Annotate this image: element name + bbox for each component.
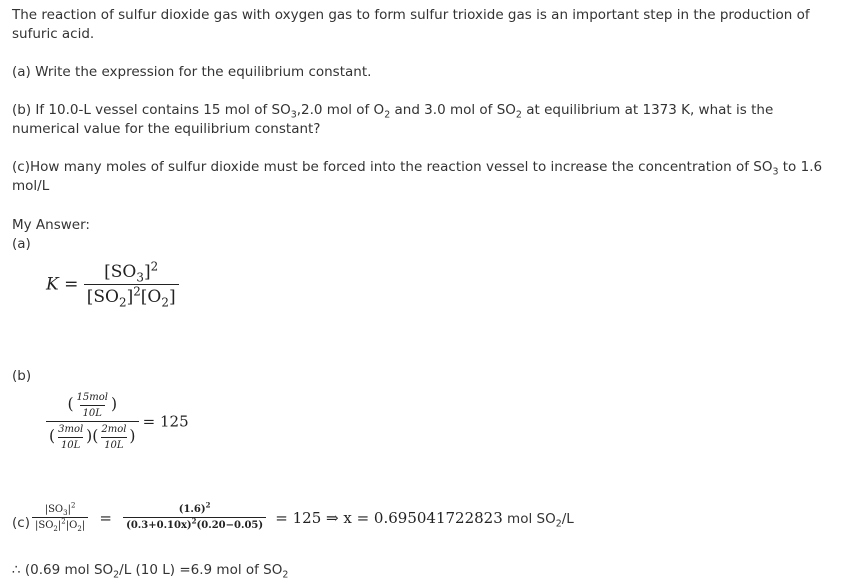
ratio-denominator	[32, 517, 88, 531]
text: |	[67, 504, 71, 515]
text: [SO	[86, 287, 119, 307]
text: |SO	[35, 520, 54, 531]
question-intro-line1: The reaction of sulfur dioxide gas with oxygen gas to form sulfur trioxide gas is an important step in the production of	[12, 7, 810, 23]
text: (0.3+0.10x)	[126, 520, 192, 531]
subscript: 2	[282, 569, 289, 581]
answer-label-c: (c)	[12, 515, 30, 531]
question-part-b	[12, 101, 842, 139]
text: ]	[168, 287, 176, 307]
subscript: 2	[161, 295, 169, 310]
text: 10L	[101, 437, 126, 451]
text: = 125 ⇒ x = 0.695041722823	[275, 508, 503, 527]
question-part-b-line2: numerical value for the equilibrium constant?	[12, 121, 321, 137]
numeric-numerator	[176, 500, 214, 517]
numeric-fraction	[123, 500, 266, 531]
text: |	[81, 520, 86, 531]
text: ∴ (0.69 mol SO	[12, 562, 114, 578]
subscript: 2	[555, 518, 562, 530]
superscript: 2	[61, 517, 66, 526]
text: [SO	[104, 262, 137, 282]
subscript: 2	[384, 109, 391, 121]
paren: (	[67, 395, 74, 413]
question-intro-line2: sufuric acid.	[12, 26, 95, 42]
text: mol SO	[502, 510, 556, 527]
conc-so2	[55, 424, 86, 451]
text: at equilibrium at 1373 K, what is the	[521, 102, 774, 118]
text: (c)How many moles of sulfur dioxide must be forced into the reaction vessel to increase the concentration of SO	[12, 159, 773, 175]
ratio-fraction	[32, 501, 88, 533]
question-part-a: (a) Write the expression for the equilibrium constant.	[12, 64, 372, 80]
k-lhs: K =	[46, 274, 79, 295]
text: (0.20−0.05)	[196, 520, 264, 531]
text: 2mol	[101, 424, 127, 435]
subscript: 3	[772, 166, 779, 178]
paren: )	[110, 395, 118, 413]
subscript: 2	[118, 295, 127, 310]
text: |SO	[44, 504, 64, 515]
text: to 1.6	[778, 159, 823, 175]
question-part-c-line2: mol/L	[12, 178, 50, 194]
text: 15mol	[76, 392, 108, 403]
answer-heading: My Answer:	[12, 217, 90, 233]
text: ]	[126, 287, 134, 307]
question-part-c	[12, 158, 842, 196]
equilibrium-expression	[46, 259, 179, 310]
text: [O	[140, 287, 162, 307]
text: and 3.0 mol of SO	[390, 102, 516, 118]
superscript: 2	[70, 501, 76, 510]
k-calculation	[46, 392, 189, 451]
text: (1.6)	[178, 504, 206, 515]
unit	[502, 510, 574, 530]
k-calc-fraction	[46, 392, 139, 451]
moles-calculation	[32, 500, 574, 533]
ratio-numerator	[42, 501, 79, 517]
subscript: 3	[63, 509, 68, 517]
subscript: 3	[290, 109, 297, 121]
equals-sign: =	[99, 508, 112, 527]
text: /L (10 L) =6.9 mol of SO	[119, 562, 283, 578]
text: ,2.0 mol of O	[296, 102, 385, 118]
k-numerator	[101, 259, 161, 285]
subscript: 2	[113, 569, 120, 581]
paren: )	[129, 427, 136, 445]
text: 10L	[58, 437, 83, 451]
text: /L	[561, 510, 574, 527]
k-calc-denominator	[46, 421, 139, 451]
k-fraction	[84, 259, 179, 310]
text: |O	[65, 520, 78, 531]
conc-so3	[74, 392, 111, 419]
text: 10L	[80, 405, 105, 419]
subscript: 2	[53, 525, 58, 533]
question-intro	[12, 6, 842, 44]
superscript: 2	[205, 500, 211, 510]
question-part-b-line1	[12, 101, 842, 120]
superscript: 2	[133, 284, 141, 299]
numeric-denominator	[123, 517, 266, 531]
question-part-c-line1	[12, 158, 842, 177]
k-result: = 125	[142, 412, 189, 431]
k-denominator	[84, 284, 179, 310]
k-calc-numerator	[64, 392, 120, 421]
text: ]	[143, 262, 151, 282]
subscript: 3	[136, 270, 144, 285]
text: (b) If 10.0-L vessel contains 15 mol of SO	[12, 102, 291, 118]
text: 3mol	[58, 424, 84, 435]
conc-o2	[98, 424, 129, 451]
subscript: 2	[515, 109, 522, 121]
final-answer	[12, 561, 842, 580]
paren: )(	[86, 427, 99, 445]
superscript: 2	[191, 516, 197, 526]
text: |	[57, 520, 62, 531]
x-solution	[269, 508, 574, 530]
paren: (	[49, 427, 56, 445]
subscript: 2	[77, 525, 82, 533]
answer-label-b: (b)	[12, 368, 32, 384]
superscript: 2	[150, 259, 159, 274]
answer-label-a: (a)	[12, 236, 31, 252]
